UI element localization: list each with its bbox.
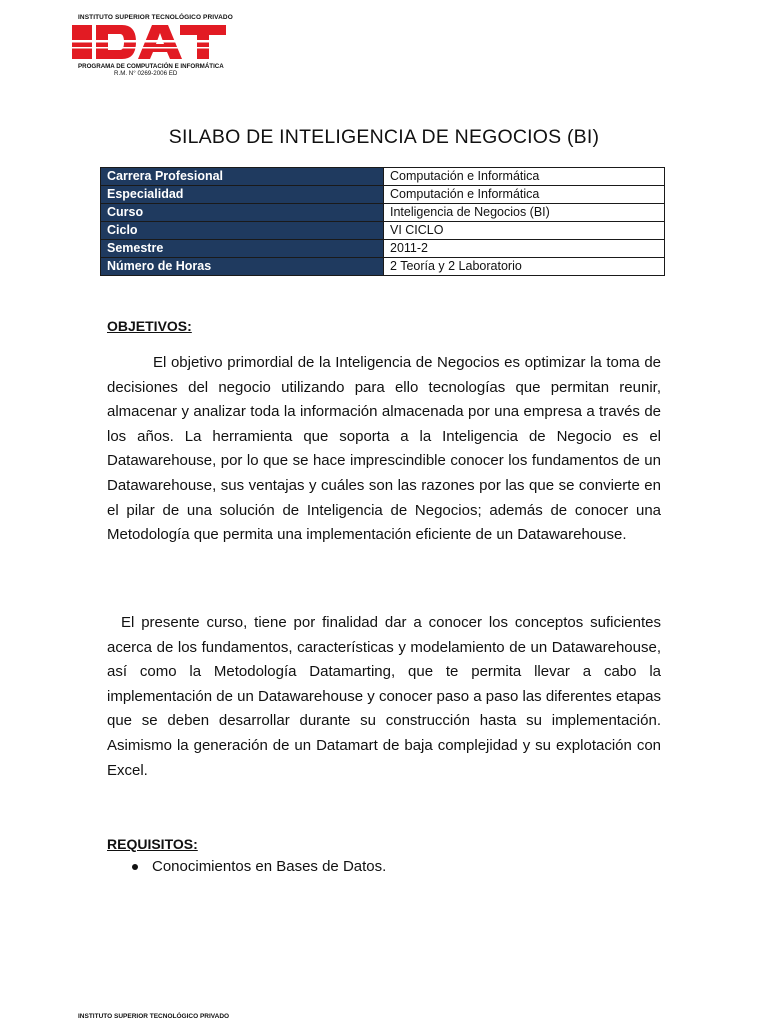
row-value: 2011-2 — [384, 240, 665, 258]
course-info-table — [100, 167, 665, 276]
institution-logo-block — [70, 14, 240, 77]
objetivos-heading: OBJETIVOS: — [107, 318, 192, 334]
table-row — [101, 258, 665, 276]
row-value: 2 Teoría y 2 Laboratorio — [384, 258, 665, 276]
idat-logo — [70, 22, 230, 62]
bullet-icon — [132, 864, 138, 870]
objetivos-paragraph-1: El objetivo primordial de la Inteligencia de Negocios es optimizar la toma de decisiones del negocio utilizando para ello tecnologías que permitan reunir, almacenar y analizar toda la información almacenada por una empresa a través de los años. La herramienta que soporta a la Inteligencia de Negocio es el Datawarehouse, por lo que se hace imprescindible conocer los fundamentos de un Datawarehouse, sus ventajas y cuáles son las razones por las que se convierte en el pilar de una solución de Inteligencia de Negocios; además de conocer una Metodología que permita una implementación eficiente de un Datawarehouse. — [107, 354, 661, 544]
row-label: Curso — [101, 204, 384, 222]
row-label: Carrera Profesional — [101, 168, 384, 186]
footer-institute-name: INSTITUTO SUPERIOR TECNOLÓGICO PRIVADO — [78, 1013, 230, 1020]
document-title: SILABO DE INTELIGENCIA DE NEGOCIOS (BI) — [168, 126, 600, 148]
row-value: VI CICLO — [384, 222, 665, 240]
table-row — [101, 222, 665, 240]
table-row — [101, 204, 665, 222]
row-label: Semestre — [101, 240, 384, 258]
row-value: Computación e Informática — [384, 186, 665, 204]
row-value: Inteligencia de Negocios (BI) — [384, 204, 665, 222]
table-row — [101, 168, 665, 186]
objetivos-paragraph-2: El presente curso, tiene por finalidad dar a conocer los conceptos suficientes acerca de los fundamentos, características y modelamiento de un Datawarehouse, así como la Metodología Datamarting, que te permita llevar a cabo la implementación de un Datawarehouse y conocer paso a paso las diferentes etapas que se deben desarrollar durante su construcción hasta su implementación. Asimismo la generación de un Datamart de baja complejidad y su explotación con Excel. — [107, 614, 661, 779]
row-label: Número de Horas — [101, 258, 384, 276]
requisitos-heading: REQUISITOS: — [107, 836, 198, 852]
row-label: Ciclo — [101, 222, 384, 240]
institute-name: INSTITUTO SUPERIOR TECNOLÓGICO PRIVADO — [78, 14, 233, 21]
row-label: Especialidad — [101, 186, 384, 204]
program-name: PROGRAMA DE COMPUTACIÓN E INFORMÁTICA — [78, 63, 224, 70]
table-row — [101, 240, 665, 258]
row-value: Computación e Informática — [384, 168, 665, 186]
requisitos-list — [107, 856, 386, 878]
ministerial-resolution: R.M. N° 0269-2006 ED — [114, 70, 178, 77]
table-row — [101, 186, 665, 204]
list-item — [107, 856, 386, 878]
list-item-text: Conocimientos en Bases de Datos. — [152, 858, 387, 875]
